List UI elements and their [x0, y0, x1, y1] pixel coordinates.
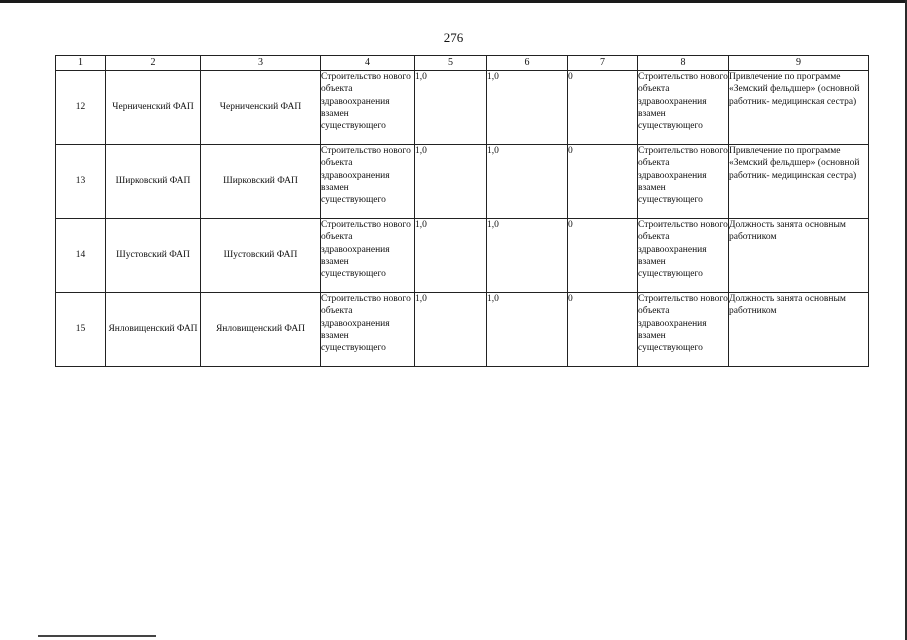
row-number-cell: 15: [56, 293, 106, 367]
settlement-name-cell: Ширковский ФАП: [106, 145, 201, 219]
table-header-row: [56, 56, 869, 71]
scan-top-edge: [0, 0, 907, 3]
table-row: [56, 145, 869, 219]
planned-action-cell: Строительство нового объекта здравоохранения взамен существующего: [321, 293, 415, 367]
table-row: [56, 219, 869, 293]
settlement-name-cell: Шустовский ФАП: [106, 219, 201, 293]
column-header: 7: [568, 56, 638, 71]
settlement-name-cell: Черниченский ФАП: [106, 71, 201, 145]
facility-name-cell: Ширковский ФАП: [201, 145, 321, 219]
action-cell-8: Строительство нового объекта здравоохранения взамен существующего: [638, 145, 729, 219]
table-row: [56, 293, 869, 367]
column-header: 3: [201, 56, 321, 71]
value-cell-6: 1,0: [487, 71, 568, 145]
staffing-note-cell: Привлечение по программе «Земский фельдшер» (основной работник- медицинская сестра): [729, 145, 869, 219]
page-number: 276: [443, 30, 464, 45]
value-cell-6: 1,0: [487, 293, 568, 367]
column-header: 4: [321, 56, 415, 71]
scan-bottom-mark: [38, 635, 156, 637]
action-cell-8: Строительство нового объекта здравоохранения взамен существующего: [638, 71, 729, 145]
action-cell-8: Строительство нового объекта здравоохранения взамен существующего: [638, 219, 729, 293]
action-cell-8: Строительство нового объекта здравоохранения взамен существующего: [638, 293, 729, 367]
settlement-name-cell: Янловищенский ФАП: [106, 293, 201, 367]
value-cell-7: 0: [568, 293, 638, 367]
planned-action-cell: Строительство нового объекта здравоохранения взамен существующего: [321, 71, 415, 145]
value-cell-6: 1,0: [487, 219, 568, 293]
column-header: 8: [638, 56, 729, 71]
column-header: 6: [487, 56, 568, 71]
value-cell-7: 0: [568, 71, 638, 145]
staffing-note-cell: Привлечение по программе «Земский фельдшер» (основной работник- медицинская сестра): [729, 71, 869, 145]
planned-action-cell: Строительство нового объекта здравоохранения взамен существующего: [321, 219, 415, 293]
facility-name-cell: Черниченский ФАП: [201, 71, 321, 145]
value-cell-5: 1,0: [415, 219, 487, 293]
table-row: [56, 71, 869, 145]
value-cell-6: 1,0: [487, 145, 568, 219]
value-cell-5: 1,0: [415, 145, 487, 219]
column-header: 5: [415, 56, 487, 71]
planned-action-cell: Строительство нового объекта здравоохранения взамен существующего: [321, 145, 415, 219]
column-header: 1: [56, 56, 106, 71]
value-cell-5: 1,0: [415, 71, 487, 145]
data-table: [55, 55, 869, 367]
value-cell-7: 0: [568, 145, 638, 219]
staffing-note-cell: Должность занята основным работником: [729, 293, 869, 367]
value-cell-5: 1,0: [415, 293, 487, 367]
value-cell-7: 0: [568, 219, 638, 293]
facility-name-cell: Янловищенский ФАП: [201, 293, 321, 367]
staffing-note-cell: Должность занята основным работником: [729, 219, 869, 293]
row-number-cell: 14: [56, 219, 106, 293]
column-header: 2: [106, 56, 201, 71]
facility-name-cell: Шустовский ФАП: [201, 219, 321, 293]
row-number-cell: 12: [56, 71, 106, 145]
column-header: 9: [729, 56, 869, 71]
row-number-cell: 13: [56, 145, 106, 219]
